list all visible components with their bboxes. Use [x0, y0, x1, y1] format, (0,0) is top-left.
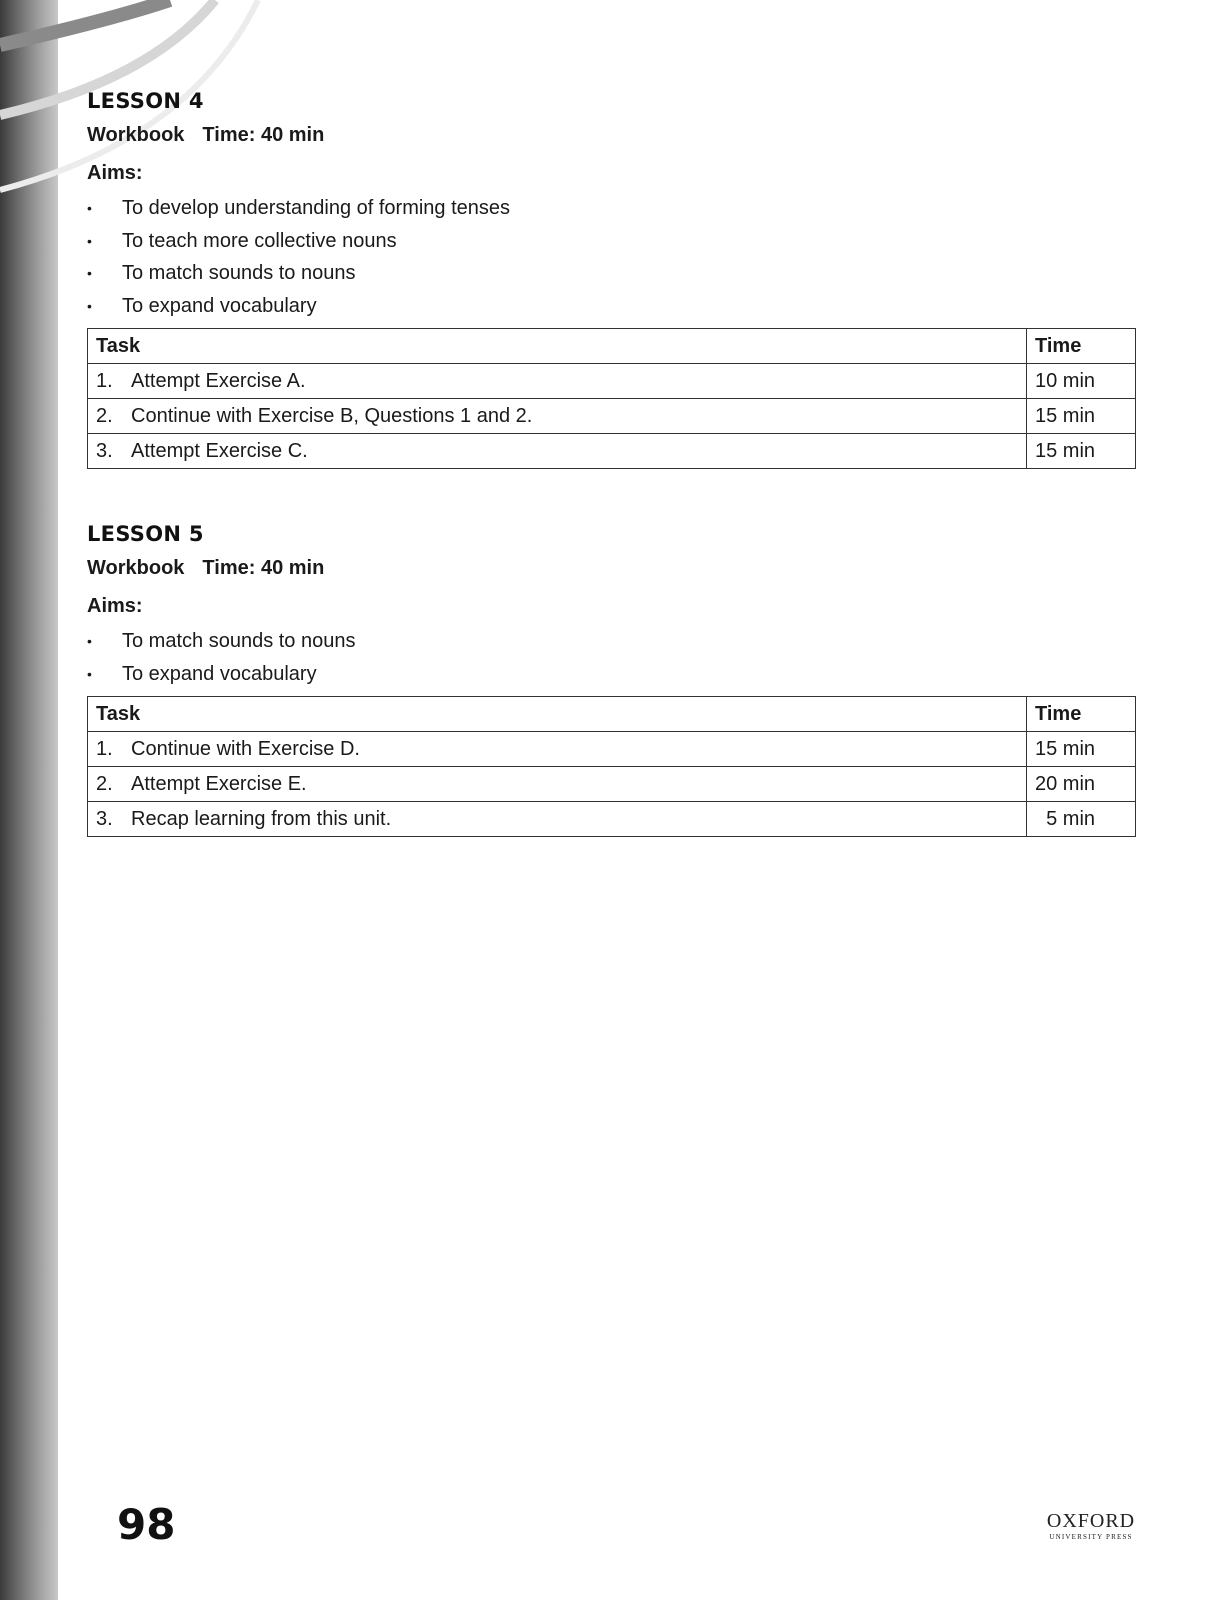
task-text: Attempt Exercise C.: [131, 439, 308, 462]
publisher-logo: [1045, 1510, 1137, 1542]
aim-text: To develop understanding of forming tenses: [122, 197, 511, 219]
bullet-icon: •: [87, 232, 92, 249]
task-number: 1.: [96, 737, 113, 760]
task-number: 3.: [96, 439, 113, 462]
time-header: Time: [1027, 697, 1136, 732]
bullet-icon: •: [87, 265, 92, 281]
aim-item: [87, 257, 1137, 290]
publisher-subtitle: UNIVERSITY PRESS: [1049, 1533, 1133, 1541]
time-cell: 15 min: [1027, 732, 1136, 767]
aim-item: [87, 658, 1137, 691]
task-number: 2.: [96, 772, 113, 795]
task-number: 3.: [96, 807, 113, 830]
task-text: Continue with Exercise D.: [131, 737, 360, 760]
task-text: Attempt Exercise E.: [131, 772, 307, 795]
bullet-icon: •: [87, 200, 92, 216]
aim-item: [87, 625, 1137, 658]
task-cell: [88, 434, 1027, 469]
time-cell: 15 min: [1027, 434, 1136, 469]
aims-label: Aims:: [87, 162, 143, 184]
task-cell: [88, 732, 1027, 767]
time-cell: 10 min: [1027, 364, 1136, 399]
time-cell: 15 min: [1027, 399, 1136, 434]
task-header: Task: [88, 329, 1027, 364]
lesson-heading: LESSON 4: [87, 89, 204, 113]
aim-text: To teach more collective nouns: [122, 229, 397, 252]
lesson-5-section: [87, 519, 1137, 837]
task-cell: [88, 364, 1027, 399]
time-label: Time: 40 min: [202, 124, 325, 146]
page-number: 98: [117, 1500, 176, 1549]
table-row: [88, 802, 1136, 837]
aim-item: [87, 192, 1137, 225]
task-number: 2.: [96, 404, 113, 427]
bullet-icon: •: [87, 297, 92, 314]
task-table: [87, 328, 1136, 469]
task-cell: [88, 767, 1027, 802]
task-cell: [88, 399, 1027, 434]
table-row: [88, 399, 1136, 434]
time-header: Time: [1027, 329, 1136, 364]
book-label: Workbook: [87, 124, 185, 146]
bullet-icon: •: [87, 633, 92, 649]
time-cell: 5 min: [1027, 802, 1136, 837]
task-text: Continue with Exercise B, Questions 1 and 2.: [131, 404, 533, 427]
table-row: [88, 364, 1136, 399]
decorative-side-strip: [0, 0, 58, 1600]
lesson-meta: [87, 549, 1137, 587]
table-row: [88, 732, 1136, 767]
bullet-icon: •: [87, 665, 92, 682]
book-label: Workbook: [87, 557, 185, 579]
aims-label: Aims:: [87, 595, 143, 617]
lesson-4-section: [87, 86, 1137, 469]
aims-list: [87, 625, 1137, 690]
task-table: [87, 696, 1136, 837]
task-cell: [88, 802, 1027, 837]
task-header: Task: [88, 697, 1027, 732]
aim-text: To match sounds to nouns: [122, 630, 356, 652]
aim-text: To match sounds to nouns: [122, 262, 356, 284]
aim-item: [87, 225, 1137, 258]
table-header-row: [88, 697, 1136, 732]
table-header-row: [88, 329, 1136, 364]
lesson-heading: LESSON 5: [87, 522, 204, 546]
time-cell: 20 min: [1027, 767, 1136, 802]
table-row: [88, 767, 1136, 802]
task-text: Recap learning from this unit.: [131, 807, 392, 830]
time-label: Time: 40 min: [202, 557, 325, 579]
aim-text: To expand vocabulary: [122, 294, 317, 317]
publisher-name: OXFORD: [1046, 1510, 1136, 1532]
table-row: [88, 434, 1136, 469]
lesson-meta: [87, 116, 1137, 154]
task-text: Attempt Exercise A.: [131, 369, 306, 392]
task-number: 1.: [96, 369, 113, 392]
aim-text: To expand vocabulary: [122, 662, 317, 685]
aim-item: [87, 290, 1137, 323]
aims-list: [87, 192, 1137, 322]
